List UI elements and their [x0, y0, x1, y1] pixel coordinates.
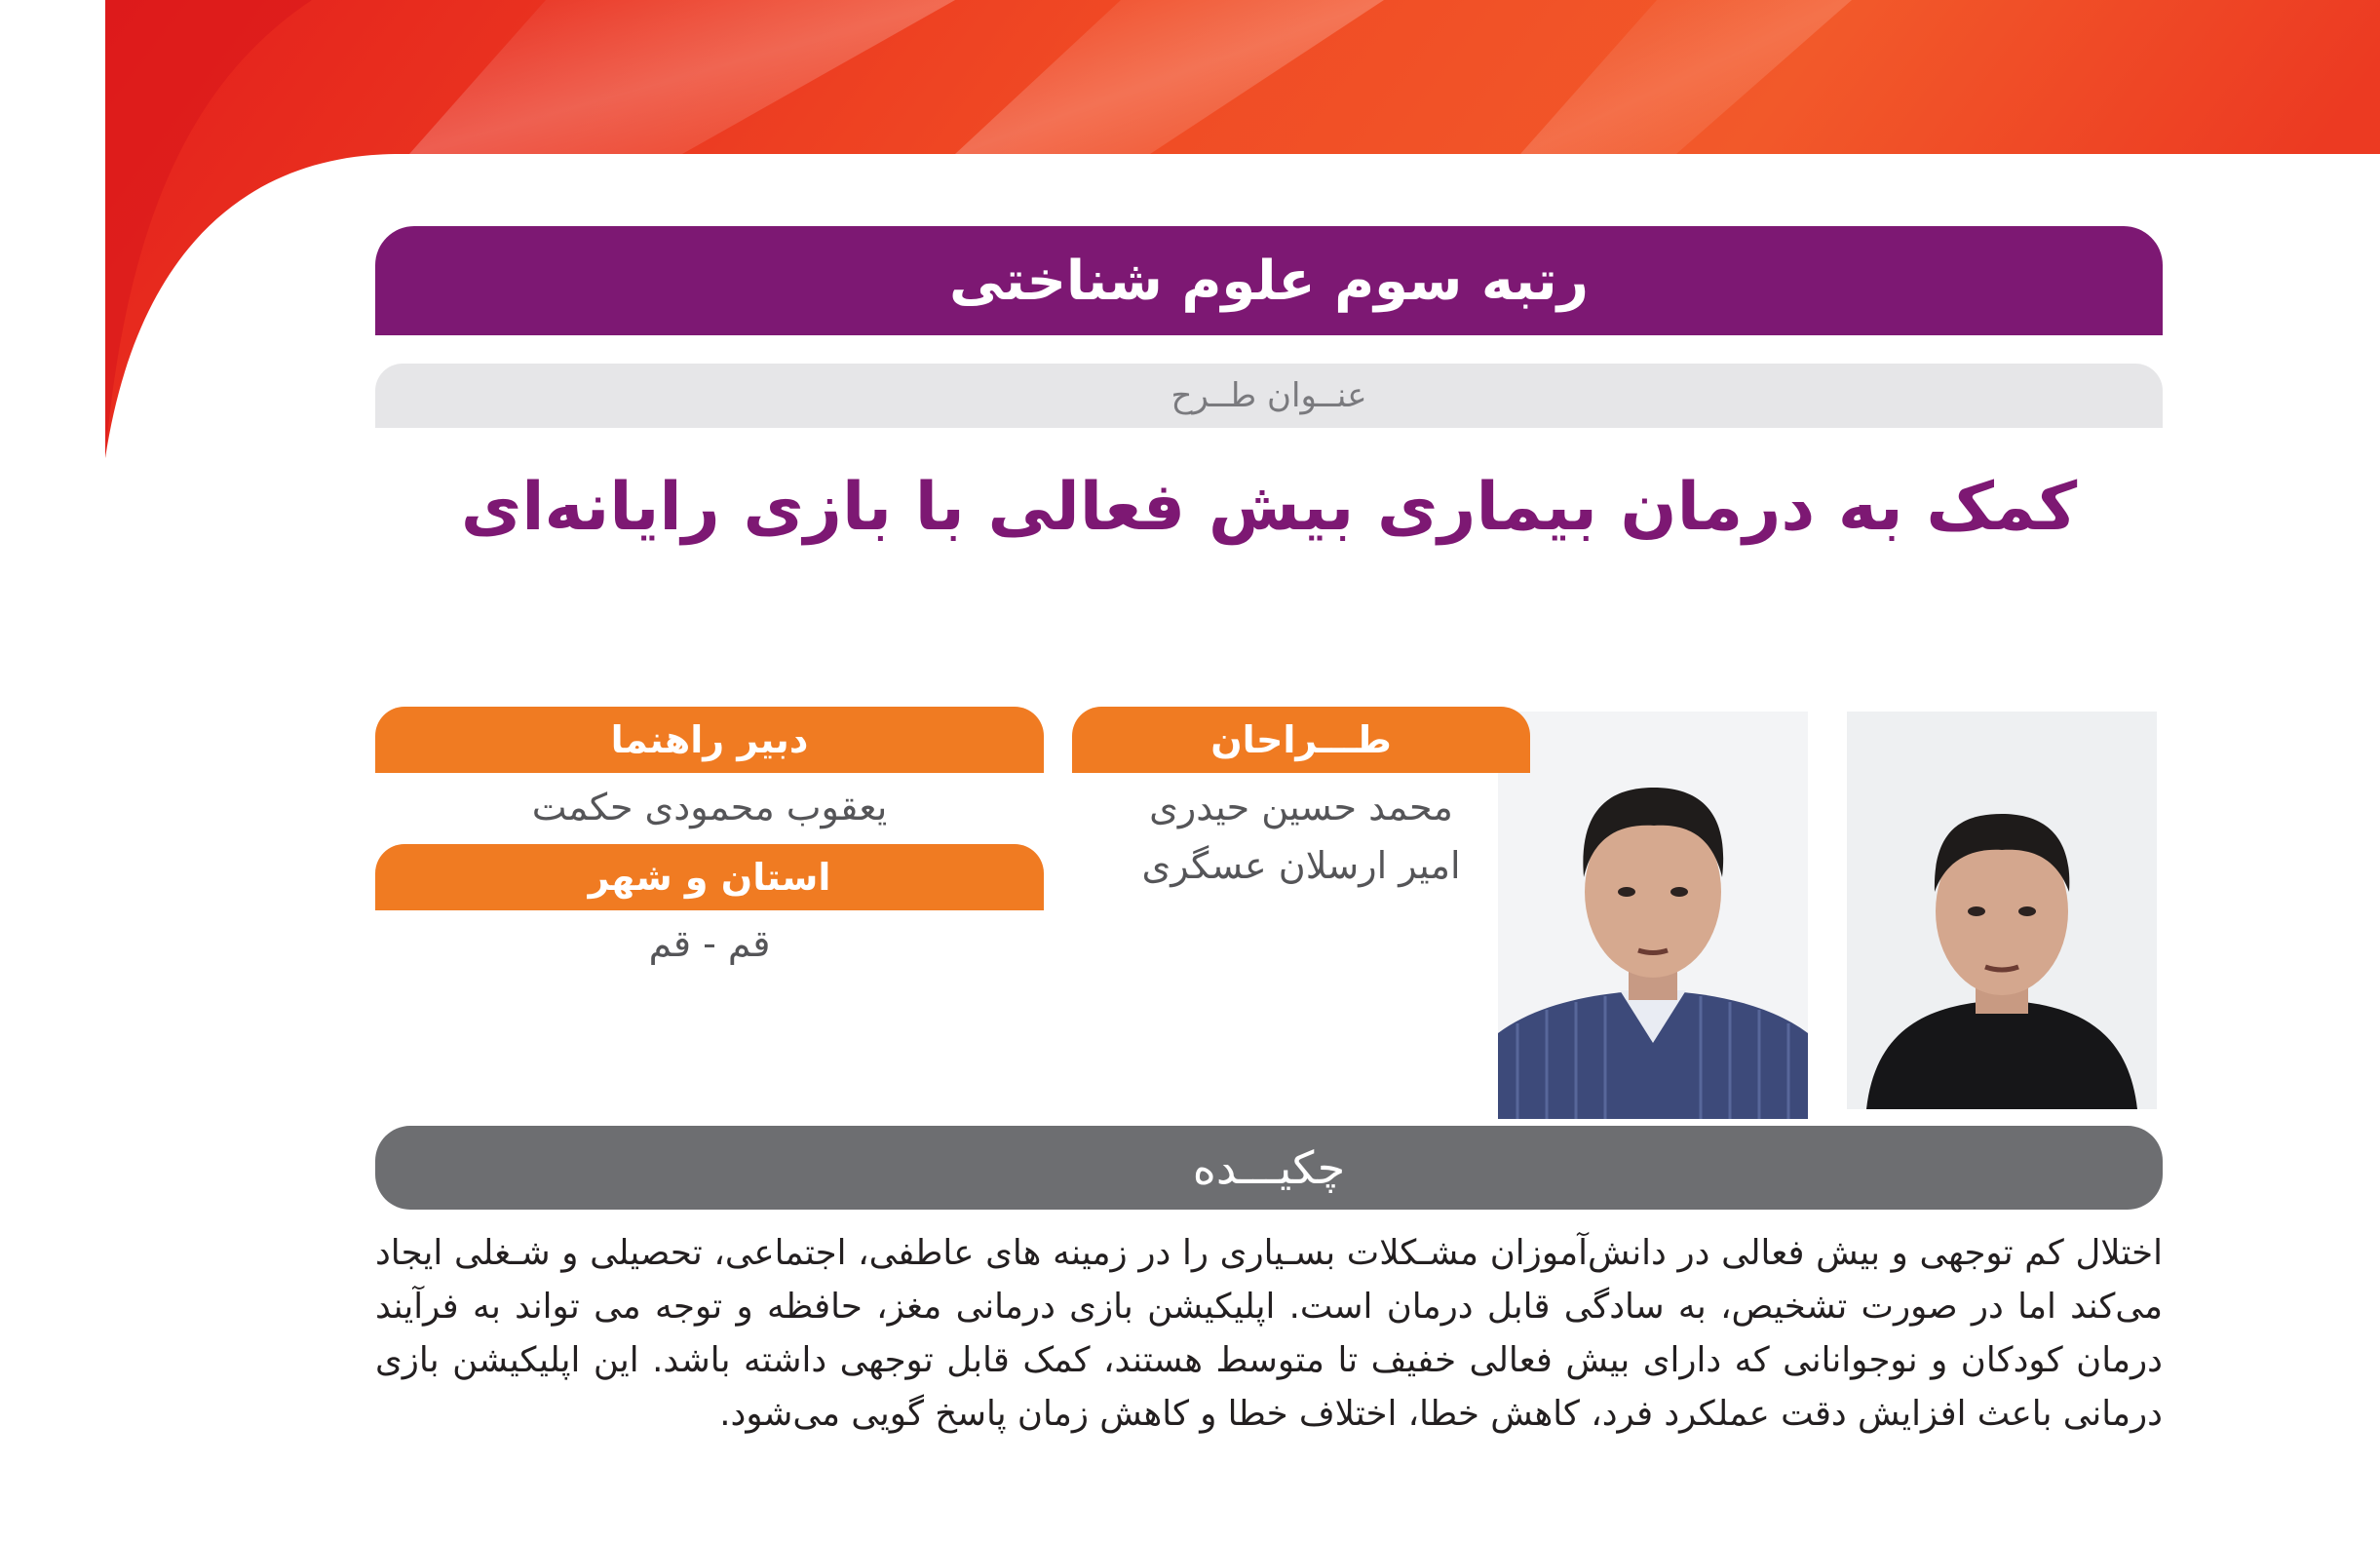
location-value: قم - قم — [648, 922, 771, 965]
designers-header: طـــراحان — [1072, 707, 1530, 773]
abstract-text: اختلال کم توجهی و بیش فعالی در دانش‌آموزان مشـکلات بسـیاری را در زمینه های عاطفی، اجتماعی، تحصیلی و شـغلی ایجاد می‌کند اما در صورت تشخیص، به سادگی قابل درمان است. اپلیکیشن بازی درمانی مغز، حافظه و توجه می تواند به فرآیند درمان کودکان و نوجوانانی که دارای بیش فعالی خفیف تا متوسط هستند، کمک قابل توجهی داشته باشد. این اپلیکیشن بازی درمانی باعث افزایش دقت عملکرد فرد، کاهش خطا، اختلاف خطا و کاهش زمان پاسخ گویی می‌شود. — [375, 1233, 2163, 1434]
supervisor-header: دبیر راهنما — [375, 707, 1044, 773]
designer-photo-1 — [1847, 712, 2157, 1109]
rank-title: رتبه سوم علوم شناختی — [949, 249, 1589, 313]
location-header: استان و شهر — [375, 844, 1044, 910]
designer-name-2: امیر ارسلان عسگری — [1141, 844, 1461, 887]
project-label-bar — [375, 364, 2163, 428]
abstract-header: چکیـــده — [375, 1126, 2163, 1210]
designer-photo-2 — [1498, 712, 1808, 1119]
project-label: عنــوان طــرح — [1171, 376, 1367, 415]
supervisor-name: یعقوب محمودی حکمت — [531, 786, 888, 828]
project-title: کمک به درمان بیماری بیش فعالی با بازی رایانه‌ای — [460, 468, 2078, 546]
designer-name-1: محمد حسین حیدری — [1149, 786, 1453, 828]
rank-banner — [375, 226, 2163, 335]
